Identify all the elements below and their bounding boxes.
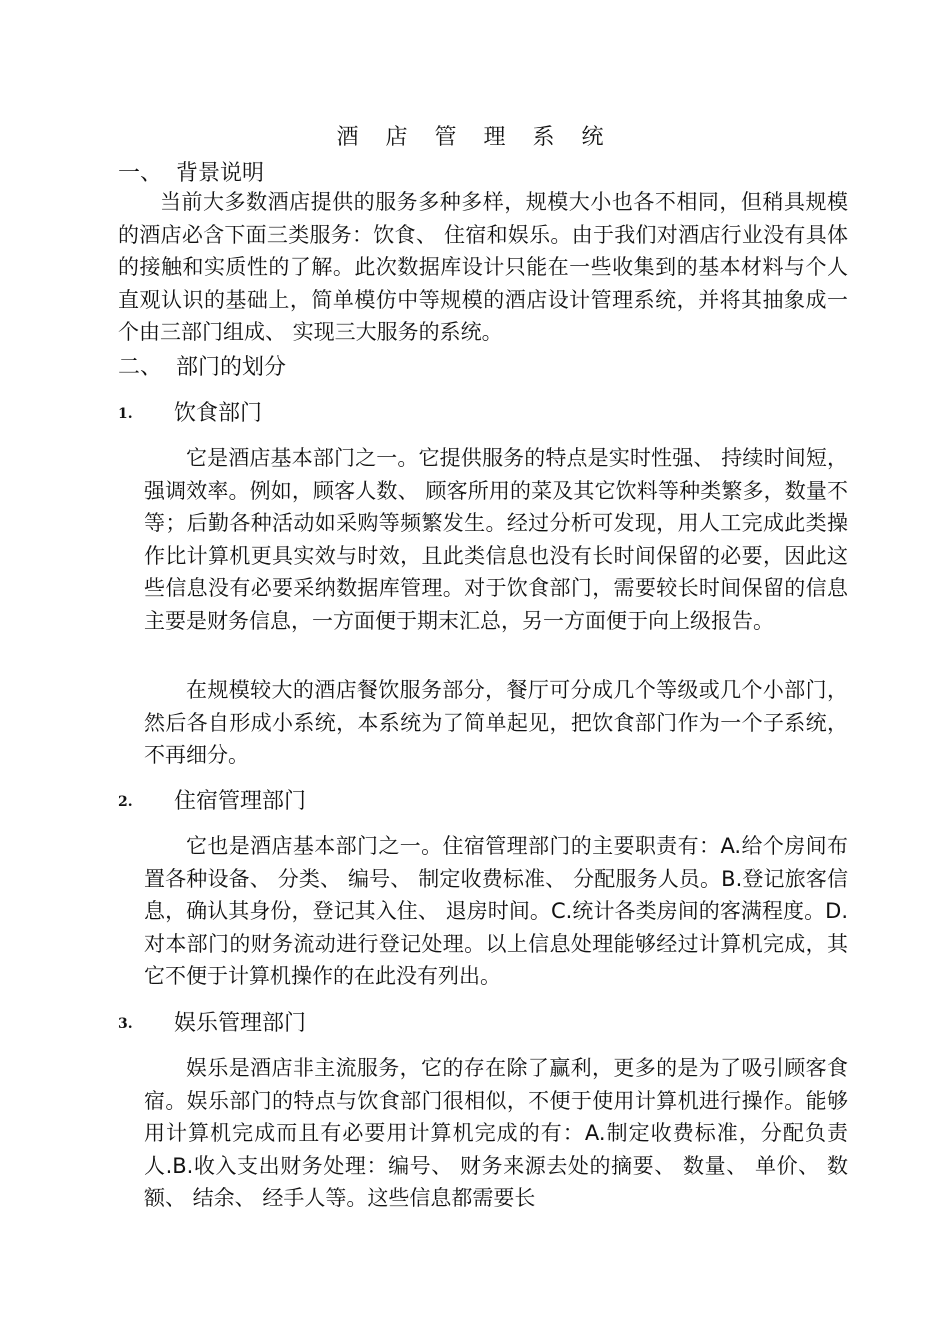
document-title: 酒 店 管 理 系 统: [336, 125, 614, 150]
paragraph-background: 当前大多数酒店提供的服务多种多样，规模大小也各不相同，但稍具规模的酒店必含下面三类服务：饮食、 住宿和娱乐。由于我们对酒店行业没有具体的接触和实质性的了解。此次数据库设计只能在一些收集到的基本材料与个人直观认识的基础上，简单模仿中等规模的酒店设计管理系统，并将其抽象成一个由三部门组成、 实现三大服务的系统。: [118, 190, 848, 344]
subsection-title: 饮食部门: [174, 401, 263, 426]
subsection-title: 住宿管理部门: [174, 789, 307, 814]
paragraph-lodging: 它也是酒店基本部门之一。住宿管理部门的主要职责有：A.给个房间布置各种设备、 分类、 编号、 制定收费标准、 分配服务人员。B.登记旅客信息，确认其身份，登记其入住、 退房时间。C.统计各类房间的客满程度。D.对本部门的财务流动进行登记处理。以上信息处理能够经过计算机完成，其它不便于计算机操作的在此没有列出。: [144, 834, 848, 988]
section-heading-departments: [118, 350, 286, 386]
subsection-number: 3.: [118, 1016, 133, 1032]
subsection-title: 娱乐管理部门: [174, 1011, 307, 1036]
subsection-number: 1.: [118, 406, 133, 422]
section-title: 部门的划分: [176, 355, 287, 380]
paragraph-dining-2: 在规模较大的酒店餐饮服务部分，餐厅可分成几个等级或几个小部门，然后各自形成小系统，本系统为了简单起见，把饮食部门作为一个子系统，不再细分。: [144, 678, 848, 767]
section-title: 背景说明: [176, 161, 265, 186]
section-number: 二、: [118, 355, 163, 380]
subsection-number: 2.: [118, 794, 133, 810]
subsection-heading-dining: [118, 396, 262, 432]
section-number: 一、: [118, 161, 163, 186]
paragraph-entertainment: 娱乐是酒店非主流服务，它的存在除了赢利，更多的是为了吸引顾客食宿。娱乐部门的特点与饮食部门很相似，不便于使用计算机进行操作。能够用计算机完成而且有必要用计算机完成的有：A.制定收费标准，分配负责人.B.收入支出财务处理：编号、 财务来源去处的摘要、 数量、 单价、 数额、 结余、 经手人等。这些信息都需要长: [144, 1056, 848, 1210]
subsection-heading-lodging: [118, 784, 306, 820]
paragraph-dining-1: 它是酒店基本部门之一。它提供服务的特点是实时性强、 持续时间短，强调效率。例如，顾客人数、 顾客所用的菜及其它饮料等种类繁多，数量不等；后勤各种活动如采购等频繁发生。经过分析可发现，用人工完成此类操作比计算机更具实效与时效，且此类信息也没有长时间保留的必要，因此这些信息没有必要采纳数据库管理。对于饮食部门，需要较长时间保留的信息主要是财务信息，一方面便于期末汇总，另一方面便于向上级报告。: [144, 446, 848, 633]
subsection-heading-entertainment: [118, 1006, 306, 1042]
